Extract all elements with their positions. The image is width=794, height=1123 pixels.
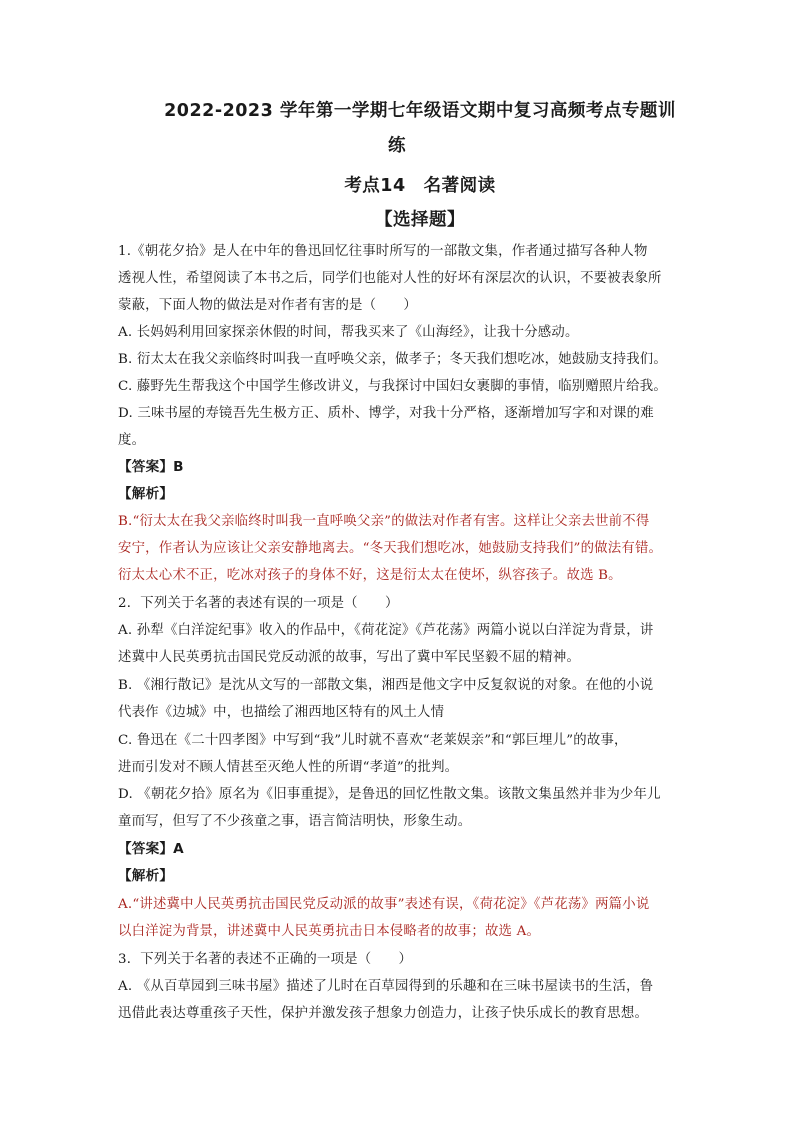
q1-analysis-label: 【解析】 (118, 486, 174, 502)
q2-analysis-line1: A.“讲述冀中人民英勇抗击国民党反动派的故事”表述有误，《荷花淀》《芦花荡》两篇小说 (118, 897, 650, 912)
q2-analysis-label: 【解析】 (118, 868, 174, 884)
q1-stem-line3: 蒙蔽，下面人物的做法是对作者有害的是（ ） (118, 298, 417, 313)
q2-stem: 2．下列关于名著的表述有误的一项是（ ） (118, 596, 399, 611)
q1-answer: 【答案】B (118, 459, 184, 475)
q2-analysis-line2: 以白洋淀为背景，讲述冀中人民英勇抗击日本侵略者的故事；故选 A。 (118, 924, 541, 939)
q1-option-d-line1: D. 三味书屋的寿镜吾先生极方正、质朴、博学，对我十分严格，逐渐增加写字和对课的难 (118, 406, 654, 421)
q1-analysis-line3: 衍太太心术不正，吃冰对孩子的身体不好，这是衍太太在使坏，纵容孩子。故选 B。 (118, 568, 622, 583)
q3-option-a-line2: 迅借此表达尊重孩子天性，保护并激发孩子想象力创造力，让孩子快乐成长的教育思想。 (118, 1006, 649, 1021)
q1-option-a: A. 长妈妈利用回家探亲休假的时间，帮我买来了《山海经》，让我十分感动。 (118, 325, 579, 340)
doc-title-line1: 2022-2023 学年第一学期七年级语文期中复习高频考点专题训 (164, 101, 676, 121)
q2-answer: 【答案】A (118, 841, 184, 857)
q1-option-b: B. 衍太太在我父亲临终时叫我一直呼唤父亲，做孝子；冬天我们想吃冰，她鼓励支持我们。 (118, 352, 667, 367)
q2-option-b-line1: B. 《湘行散记》是沈从文写的一部散文集，湘西是他文字中反复叙说的对象。在他的小说 (118, 678, 654, 693)
q1-analysis-line1: B.“衍太太在我父亲临终时叫我一直呼唤父亲”的做法对作者有害。这样让父亲去世前不得 (118, 514, 650, 529)
q2-option-d-line1: D. 《朝花夕拾》原名为《旧事重提》，是鲁迅的回忆性散文集。该散文集虽然并非为少年儿 (118, 787, 661, 802)
doc-title-line2: 练 (388, 136, 406, 156)
topic-heading: 考点14 名著阅读 (344, 176, 496, 196)
q3-stem: 3．下列关于名著的表述不正确的一项是（ ） (118, 952, 413, 967)
q1-analysis-line2: 安宁，作者认为应该让父亲安静地离去。“冬天我们想吃冰，她鼓励支持我们”的做法有错。 (118, 541, 663, 556)
q1-option-c: C. 藤野先生帮我这个中国学生修改讲义，与我探讨中国妇女裹脚的事情，临别赠照片给我。 (118, 379, 667, 394)
q2-option-b-line2: 代表作《边城》中，也描绘了湘西地区特有的风土人情 (118, 705, 445, 720)
q2-option-a-line1: A. 孙犁《白洋淀纪事》收入的作品中，《荷花淀》《芦花荡》两篇小说以白洋淀为背景，讲 (118, 623, 654, 638)
q1-option-d-line2: 度。 (118, 433, 146, 448)
q2-option-d-line2: 童而写，但写了不少孩童之事，语言简洁明快，形象生动。 (118, 814, 472, 829)
q1-stem-line2: 透视人性，希望阅读了本书之后，同学们也能对人性的好坏有深层次的认识，不要被表象所 (118, 271, 662, 286)
section-heading: 【选择题】 (375, 210, 465, 230)
q3-option-a-line1: A. 《从百草园到三味书屋》描述了儿时在百草园得到的乐趣和在三味书屋读书的生活，鲁 (118, 979, 654, 994)
q1-stem-line1: 1.《朝花夕拾》是人在中年的鲁迅回忆往事时所写的一部散文集，作者通过描写各种人物 (118, 244, 648, 259)
q2-option-a-line2: 述冀中人民英勇抗击国民党反动派的故事，写出了冀中军民坚毅不屈的精神。 (118, 650, 581, 665)
q2-option-c-line1: C. 鲁迅在《二十四孝图》中写到“我”儿时就不喜欢“老莱娱亲”和“郭巨埋儿”的故事， (118, 733, 628, 748)
q2-option-c-line2: 进而引发对不顾人情甚至灭绝人性的所谓“孝道”的批判。 (118, 760, 459, 775)
